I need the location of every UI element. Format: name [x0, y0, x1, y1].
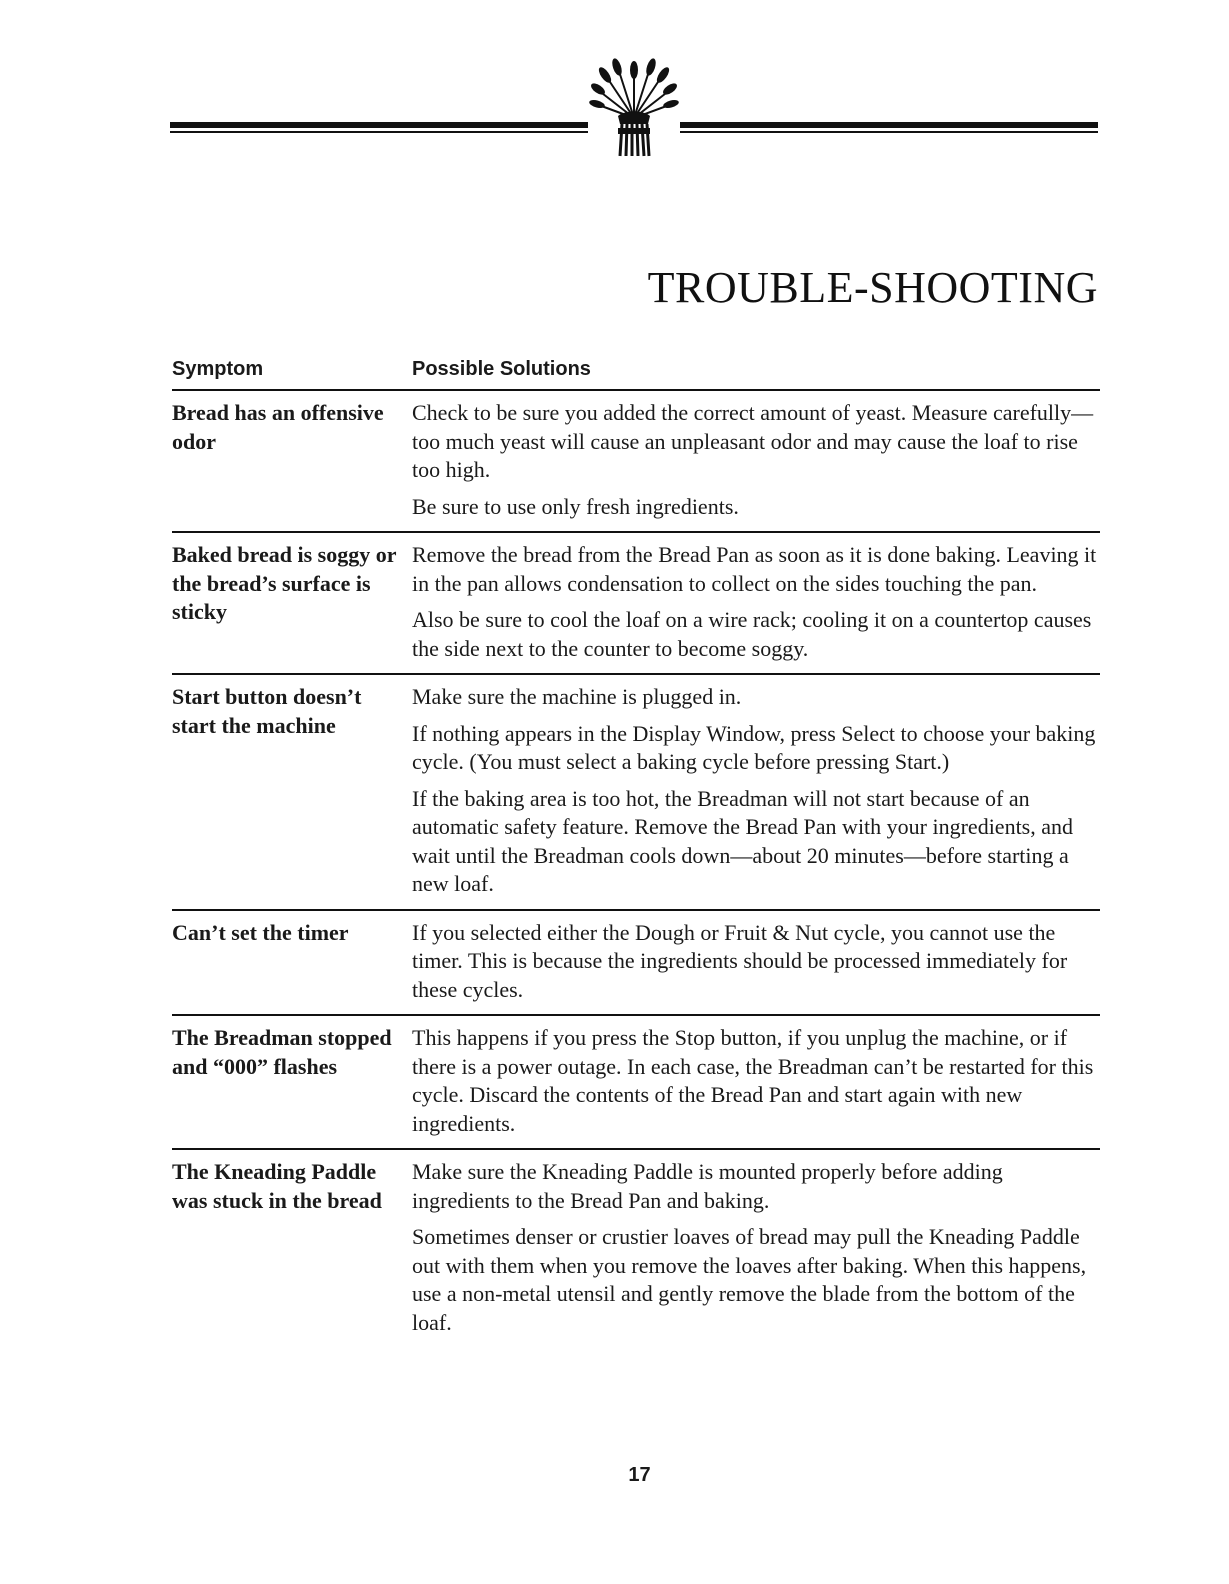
solutions-cell	[412, 399, 1100, 521]
solution-paragraph: Make sure the machine is plugged in.	[412, 684, 742, 709]
table-header	[172, 358, 1100, 391]
solution-paragraph: This happens if you press the Stop button, if you unplug the machine, or if there is a power outage. In each case, the Breadman can’t be restarted for this cycle. Discard the contents of the Bread Pan and start again with new ingredients.	[412, 1025, 1094, 1136]
symptom-cell: Can’t set the timer	[172, 919, 349, 945]
solutions-cell	[412, 683, 1100, 899]
solutions-cell	[412, 919, 1100, 1005]
solutions-cell	[412, 541, 1100, 663]
symptom-cell: Bread has an offensive odor	[172, 400, 384, 454]
symptom-cell: The Breadman stopped and “000” flashes	[172, 1025, 392, 1079]
symptom-cell: Baked bread is soggy or the bread’s surface is sticky	[172, 542, 397, 624]
solution-paragraph: Sometimes denser or crustier loaves of bread may pull the Kneading Paddle out with them when you remove the loaves after baking. When this happens, use a non-metal utensil and gently remove the blade from the bottom of the loaf.	[412, 1224, 1087, 1335]
symptom-cell: Start button doesn’t start the machine	[172, 684, 362, 738]
solution-paragraph: Be sure to use only fresh ingredients.	[412, 493, 739, 519]
wheat-sheaf-icon	[588, 58, 680, 160]
table-row	[172, 1150, 1100, 1347]
solution-paragraph: If the baking area is too hot, the Breadman will not start because of an automatic safety feature. Remove the Bread Pan with your ingredients, and wait until the Breadman cools down—about 20 minutes—before starting a new loaf.	[412, 785, 1074, 896]
solutions-cell	[412, 1158, 1100, 1337]
solutions-column-header: Possible Solutions	[412, 358, 591, 380]
table-row	[172, 675, 1100, 911]
table-row	[172, 911, 1100, 1017]
solution-paragraph: If you selected either the Dough or Fruit & Nut cycle, you cannot use the timer. This is because the ingredients should be processed immediately for these cycles.	[412, 919, 1068, 1002]
page-number: 17	[628, 1464, 651, 1486]
solution-paragraph: If nothing appears in the Display Window, press Select to choose your baking cycle. (You must select a baking cycle before pressing Start.)	[412, 720, 1096, 774]
solution-paragraph: Remove the bread from the Bread Pan as soon as it is done baking. Leaving it in the pan allows condensation to collect on the sides touching the pan.	[412, 542, 1097, 596]
table-row	[172, 1016, 1100, 1150]
solution-paragraph: Make sure the Kneading Paddle is mounted properly before adding ingredients to the Bread Pan and baking.	[412, 1159, 1003, 1213]
solution-paragraph: Also be sure to cool the loaf on a wire rack; cooling it on a countertop causes the side next to the counter to become soggy.	[412, 607, 1092, 661]
symptom-column-header: Symptom	[172, 358, 264, 380]
table-row	[172, 391, 1100, 533]
table-row	[172, 533, 1100, 675]
trouble-shooting-table	[172, 358, 1100, 1347]
symptom-cell: The Kneading Paddle was stuck in the bread	[172, 1159, 382, 1213]
solution-paragraph: Check to be sure you added the correct amount of yeast. Measure carefully—too much yeast will cause an unpleasant odor and may cause the loaf to rise too high.	[412, 400, 1094, 482]
page-title: TROUBLE-SHOOTING	[647, 263, 1098, 312]
solutions-cell	[412, 1024, 1100, 1138]
